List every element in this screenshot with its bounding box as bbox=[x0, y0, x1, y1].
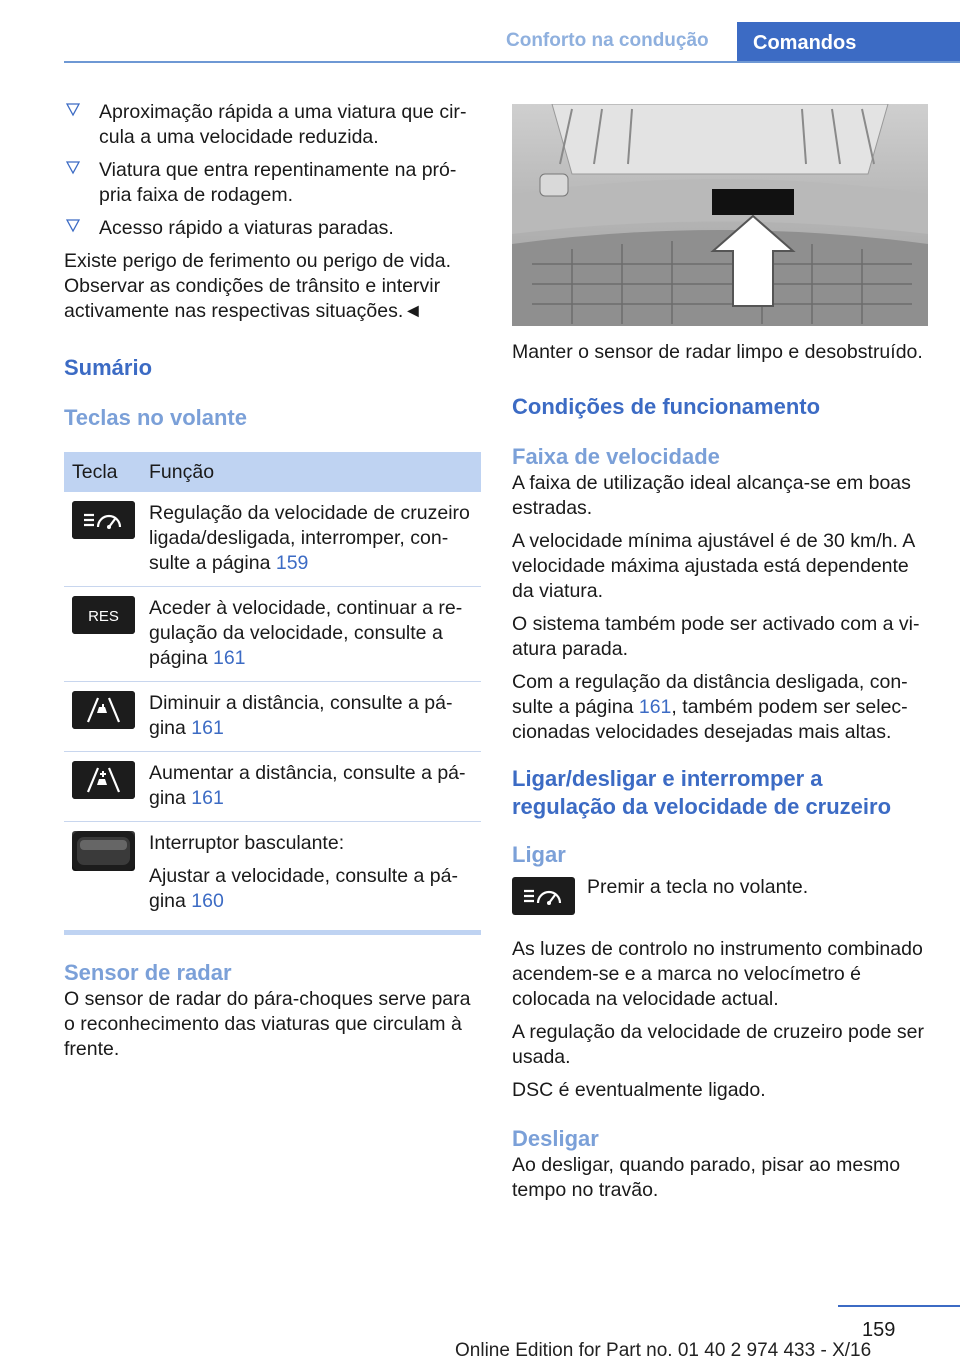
on-paragraph-3: DSC é eventualmente ligado. bbox=[512, 1079, 766, 1101]
table-row bbox=[64, 822, 481, 925]
function-text: Aceder à velocidade, continuar a regulação da velocidade, consulte a página bbox=[149, 597, 463, 669]
right-column bbox=[512, 104, 928, 1211]
speed-range-heading: Faixa de velocidade bbox=[512, 444, 720, 469]
edition-note: Online Edition for Part no. 01 40 2 974 433 - X/16 bbox=[455, 1340, 872, 1361]
table-row bbox=[64, 682, 481, 752]
radar-heading: Sensor de radar bbox=[64, 960, 232, 985]
page-link[interactable]: 160 bbox=[191, 890, 224, 912]
speed-paragraph-2: A velocidade mínima ajustável é de 30 km/h. A velocidade máxima ajustada está dependente da viatura. bbox=[512, 530, 915, 602]
table-row bbox=[64, 587, 481, 682]
keys-heading: Teclas no volante bbox=[64, 405, 247, 430]
table-header-row bbox=[64, 452, 481, 492]
page-number: 159 bbox=[862, 1319, 896, 1341]
header-rule bbox=[64, 61, 960, 63]
off-paragraph-1: Ao desligar, quando parado, pisar ao mesmo tempo no travão. bbox=[512, 1154, 901, 1201]
radar-sensor-photo bbox=[512, 104, 928, 326]
function-text: Aumentar a distância, consulte a página bbox=[149, 762, 466, 809]
column-header-function: Função bbox=[141, 452, 481, 492]
bullet-text: Viatura que entra repentinamente na própria faixa de rodagem. bbox=[99, 159, 457, 206]
left-column bbox=[64, 100, 481, 1070]
speed-paragraph-1: A faixa de utilização ideal alcança-se em boas estradas. bbox=[512, 472, 911, 519]
bullet-text: Aproximação rápida a uma viatura que circula a uma velocidade reduzida. bbox=[99, 101, 467, 148]
on-paragraph-1: As luzes de controlo no instrumento combinado acendem-se e a marca no velocímetro é colocada na velocidade actual. bbox=[512, 938, 923, 1010]
cruise-control-icon bbox=[72, 501, 135, 539]
conditions-heading: Condições de funcionamento bbox=[512, 394, 821, 419]
page-link[interactable]: 161 bbox=[212, 647, 246, 669]
list-item bbox=[64, 216, 481, 241]
list-item bbox=[64, 100, 481, 150]
distance-increase-icon bbox=[72, 761, 135, 799]
table-bottom-rule bbox=[64, 930, 481, 935]
res-label: RES bbox=[88, 608, 119, 625]
speed-paragraph-3: O sistema também pode ser activado com a viatura parada. bbox=[512, 613, 920, 660]
warning-text: Existe perigo de ferimento ou perigo de vida. Observar as condições de trânsito e intervir activamente nas respectivas situações.◄ bbox=[64, 250, 451, 322]
function-text: Interruptor basculante: bbox=[149, 832, 345, 854]
chapter-tab: Comandos bbox=[737, 22, 960, 62]
keys-table bbox=[64, 452, 481, 924]
photo-caption: Manter o sensor de radar limpo e desobstruído. bbox=[512, 341, 923, 363]
off-heading: Desligar bbox=[512, 1126, 599, 1151]
on-paragraph-2: A regulação da velocidade de cruzeiro pode ser usada. bbox=[512, 1021, 924, 1068]
on-heading: Ligar bbox=[512, 842, 566, 867]
page-link[interactable]: 161 bbox=[638, 696, 672, 718]
function-text: Ajustar a velocidade, consulte a página bbox=[149, 865, 458, 912]
cruise-control-icon bbox=[512, 877, 575, 915]
radar-text: O sensor de radar do pára-choques serve para o reconhecimento das viaturas que circulam à frente. bbox=[64, 988, 471, 1060]
triangle-bullet-icon bbox=[66, 219, 80, 233]
warning-bullets bbox=[64, 100, 481, 241]
rocker-switch-icon bbox=[72, 831, 135, 871]
triangle-bullet-icon bbox=[66, 161, 80, 175]
onoff-heading: Ligar/desligar e interromper a regulação da velocidade de cruzeiro bbox=[512, 766, 892, 819]
function-text: Regulação da velocidade de cruzeiro ligada/desligada, interromper, consulte a página bbox=[149, 502, 470, 574]
on-instruction: Premir a tecla no volante. bbox=[587, 876, 809, 898]
table-row bbox=[64, 752, 481, 822]
distance-decrease-icon bbox=[72, 691, 135, 729]
summary-heading: Sumário bbox=[64, 355, 153, 380]
column-header-key: Tecla bbox=[64, 452, 141, 492]
speed-paragraph-4: Com a regulação da distância desligada, consulte a página 161, também podem ser seleccionadas velocidades desejadas mais altas. bbox=[512, 671, 908, 743]
bullet-text: Acesso rápido a viaturas paradas. bbox=[99, 217, 394, 239]
footer-rule bbox=[838, 1305, 960, 1307]
list-item bbox=[64, 158, 481, 208]
triangle-bullet-icon bbox=[66, 103, 80, 117]
page-link[interactable]: 161 bbox=[191, 717, 224, 739]
function-text: Diminuir a distância, consulte a página bbox=[149, 692, 453, 739]
section-title: Conforto na condução bbox=[506, 30, 709, 51]
table-row bbox=[64, 492, 481, 587]
res-icon bbox=[72, 596, 135, 634]
page-link[interactable]: 161 bbox=[191, 787, 224, 809]
page-link[interactable]: 159 bbox=[275, 552, 309, 574]
